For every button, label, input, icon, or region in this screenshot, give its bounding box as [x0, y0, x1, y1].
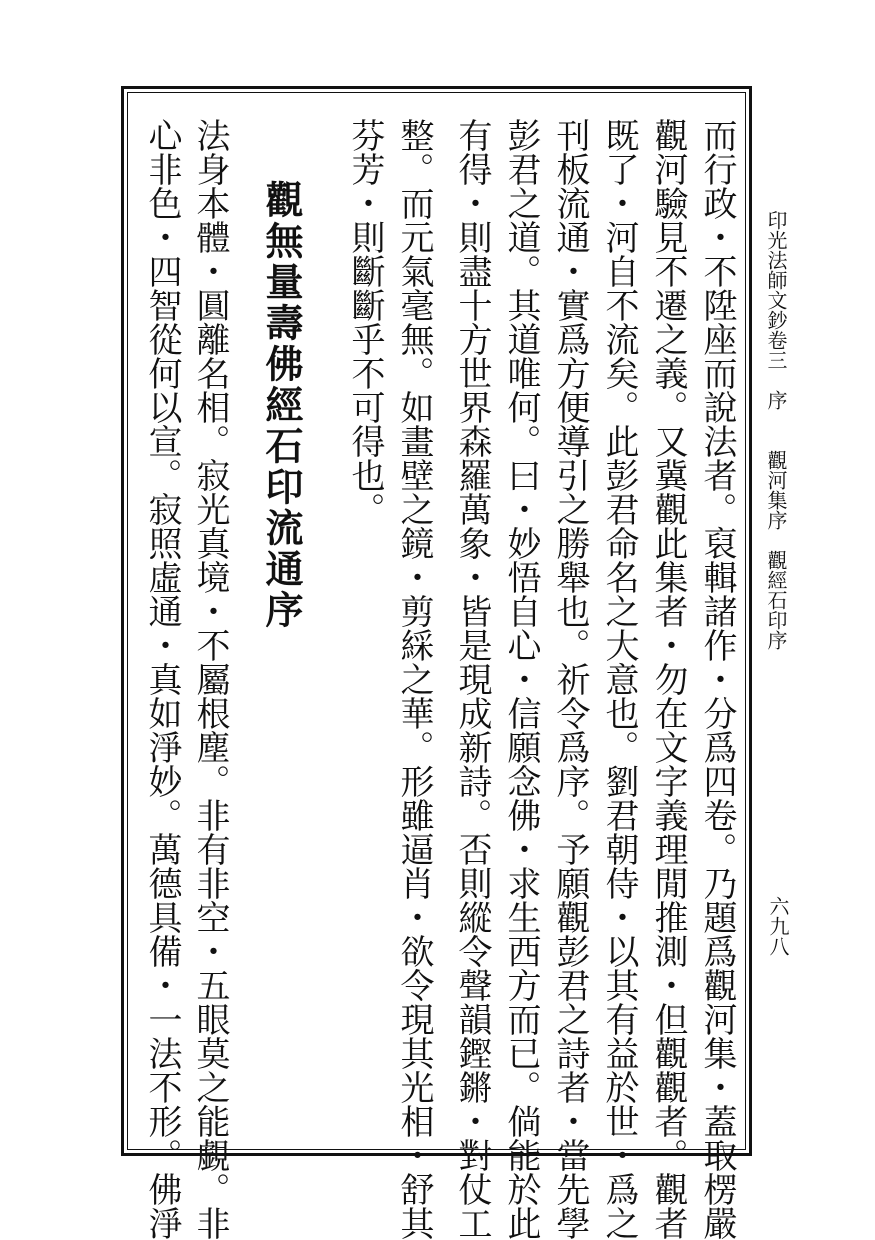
text-column-10: 心非色・四智從何以宣。寂照虛通・真如淨妙。萬德具備・一法不形。佛淨 — [142, 118, 182, 1240]
page-number: 六九八 — [766, 896, 790, 956]
text-column-7: 整。而元氣毫無。如畫壁之鏡・剪綵之華。形雖逼肖・欲令現其光相・舒其 — [394, 118, 434, 1240]
text-column-6: 有得・則盡十方世界森羅萬象・皆是現成新詩。否則縱令聲韻鏗鏘・對仗工 — [452, 118, 492, 1240]
section-title: 觀無量壽佛經石印流通序 — [259, 180, 304, 631]
running-header: 印光法師文鈔卷三 序 觀河集序 觀經石印序 — [764, 210, 788, 650]
text-column-8: 芬芳・則斷斷乎不可得也。 — [345, 118, 385, 526]
text-column-4: 刊板流通・實爲方便導引之勝舉也。祈令爲序。予願觀彭君之詩者・當先學 — [550, 118, 590, 1240]
text-column-3: 既了・河自不流矣。此彭君命名之大意也。劉君朝侍・以其有益於世・爲之 — [599, 118, 639, 1240]
text-column-9: 法身本體・圓離名相。寂光真境・不屬根塵。非有非空・五眼莫之能覷。非 — [190, 118, 230, 1240]
text-column-5: 彭君之道。其道唯何。曰・妙悟自心・信願念佛・求生西方而已。倘能於此 — [501, 118, 541, 1240]
text-column-2: 觀河驗見不遷之義。又冀觀此集者・勿在文字義理閒推測・但觀觀者。觀者 — [648, 118, 688, 1240]
text-column-1: 而行政・不陞座而說法者。裒輯諸作・分爲四卷。乃題爲觀河集・蓋取楞嚴 — [697, 118, 737, 1240]
